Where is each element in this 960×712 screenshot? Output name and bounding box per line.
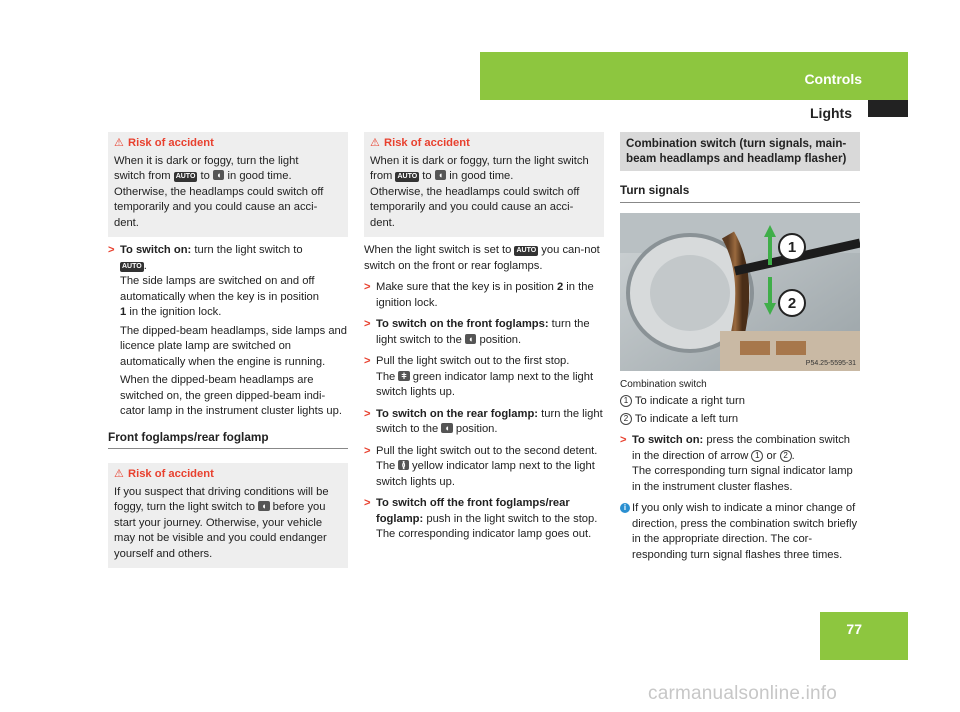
photo-code: P54.25-5595-31: [805, 359, 856, 367]
arrow-icon: >: [108, 244, 115, 256]
instruction-step: > To switch on: turn the light switch to AUTO . The side lamps are switched on and off automatically when the key is in position 1 in the ignition lock. The dipped-beam headlamps, side lamps and licence plate lamp are switched on automatically when the engine is running. When the dipped-beam headlamps are switched on, the green dipped-beam indi-cator lamp in the instrument cluster lights up.: [108, 244, 347, 417]
low-beam-icon: ◖: [465, 334, 476, 344]
info-note: i If you only wish to indicate a minor change of direction, press the combination switch briefly in the appropriate direction. The cor-responding turn signal flashes three times.: [620, 501, 860, 563]
instruction-step: > Make sure that the key is in position 2 in the ignition lock.: [364, 281, 594, 309]
combination-switch-photo: [620, 213, 860, 371]
warning-triangle-icon: ⚠: [114, 468, 124, 480]
warning-title: Risk of accident: [128, 468, 214, 480]
subsection-marker: [868, 100, 908, 117]
instruction-step: > Pull the light switch out to the first stop. The ǂ green indicator lamp next to the light switch lights up.: [364, 355, 594, 398]
paragraph: When the light switch is set to AUTO you can-not switch on the front or rear foglamps.: [364, 244, 600, 272]
warning-text: If you suspect that driving conditions will be foggy, turn the light switch to ◖ before you start your journey. Otherwise, your vehicle may not be visible and you could endanger yourself and others.: [114, 485, 329, 560]
arrow-icon: >: [364, 444, 371, 457]
front-fog-icon: ǂ: [398, 371, 409, 381]
instruction-step: > Pull the light switch out to the second detent. The ≬ yellow indicator lamp next to the light switch lights up.: [364, 444, 598, 488]
section-box-title: Combination switch (turn signals, main-beam headlamps and headlamp flasher): [620, 132, 860, 171]
instruction-step: > To switch on the front foglamps: turn the light switch to the ◖ position.: [364, 318, 590, 346]
figure-caption: Combination switch: [620, 378, 707, 390]
warning-triangle-icon: ⚠: [114, 137, 124, 149]
legend-item: 2 To indicate a left turn: [620, 412, 860, 428]
callout-1: 1: [787, 238, 797, 256]
callout-2: 2: [787, 294, 797, 312]
instruction-step: > To switch on the rear foglamp: turn the light switch to the ◖ position.: [364, 407, 603, 435]
rear-fog-icon: ≬: [398, 460, 409, 470]
photo-illustration: [620, 213, 860, 371]
arrow-icon: >: [364, 355, 371, 367]
warning-box: [108, 463, 348, 568]
warning-triangle-icon: ⚠: [370, 137, 380, 149]
auto-icon: AUTO: [175, 173, 196, 180]
auto-icon: AUTO: [516, 247, 537, 254]
instruction-step: > To switch on: press the combination switch in the direction of arrow 1 or 2 . The corresponding turn signal indicator lamp in the instrument cluster flashes.: [620, 434, 853, 493]
auto-icon: AUTO: [122, 262, 142, 270]
info-icon: i: [620, 503, 630, 513]
section-tab: [480, 52, 908, 100]
low-beam-icon: ◖: [435, 170, 446, 180]
arrow-icon: >: [620, 434, 627, 446]
warning-title: Risk of accident: [128, 137, 214, 149]
page-number-tab: [820, 612, 908, 660]
warning-text: When it is dark or foggy, turn the light switch from AUTO to ◖ in good time. Otherwise, the headlamps could switch off temporarily and you could cause an acci-dent.: [370, 154, 589, 229]
low-beam-icon: ◖: [441, 423, 452, 433]
section-heading: Turn signals: [620, 183, 860, 203]
warning-title: Risk of accident: [384, 137, 470, 149]
warning-text: When it is dark or foggy, turn the light switch from AUTO to ◖ in good time. Otherwise, the headlamps could switch off temporarily and you could cause an acci-dent.: [114, 154, 324, 229]
warning-box: [108, 132, 348, 237]
section-title: Controls: [804, 71, 862, 87]
arrow-icon: >: [364, 407, 371, 420]
legend-item: 1 To indicate a right turn: [620, 394, 860, 410]
low-beam-icon: ◖: [213, 170, 224, 180]
instruction-step: > To switch off the front foglamps/rear foglamp: push in the light switch to the stop. The corresponding indicator lamp goes out.: [364, 497, 598, 540]
column-1: [108, 132, 348, 568]
column-3: [620, 132, 860, 563]
arrow-icon: >: [364, 497, 371, 509]
column-2: [364, 132, 604, 543]
warning-box: [364, 132, 604, 237]
section-heading: Front foglamps/rear foglamp: [108, 430, 348, 450]
arrow-icon: >: [364, 318, 371, 330]
low-beam-icon: ◖: [258, 501, 269, 511]
page-number: 77: [846, 621, 862, 637]
subsection-title: Lights: [810, 105, 852, 121]
auto-icon: AUTO: [397, 173, 418, 180]
arrow-icon: >: [364, 281, 371, 293]
watermark: carmanualsonline.info: [648, 683, 838, 704]
